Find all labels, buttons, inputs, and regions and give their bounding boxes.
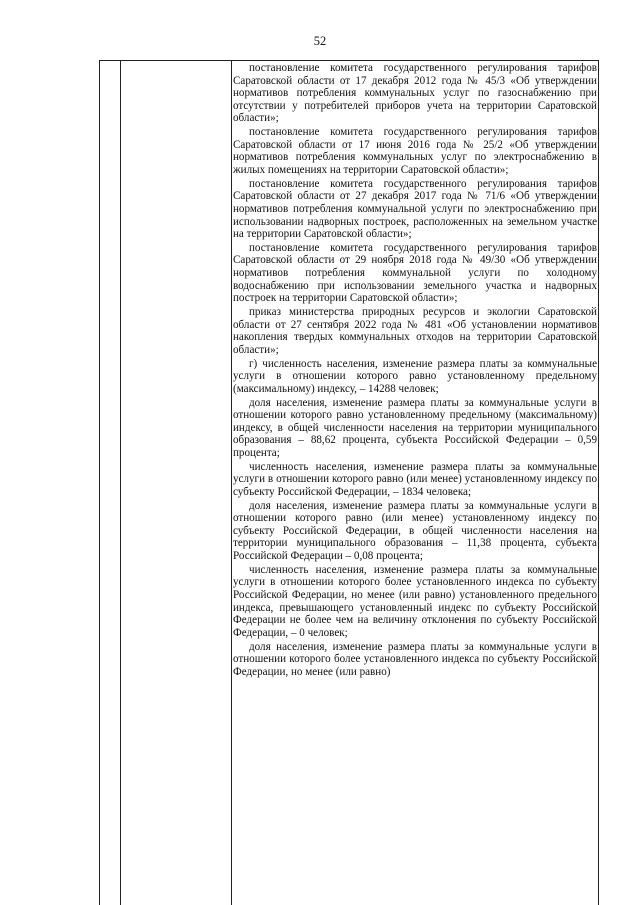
statistic-paragraph: численность населения, изменение размера платы за коммунальные услуги в отношении которого равно (или менее) установленному индексу по субъекту Российской Федерации, – 1834 человека; bbox=[233, 460, 597, 498]
page-number: 52 bbox=[313, 34, 327, 48]
statistic-paragraph: г) численность населения, изменение размера платы за коммунальные услуги в отношении которого равно установленному предельному (максимальному) индексу, – 14288 человек; bbox=[233, 357, 597, 395]
legal-act-paragraph: постановление комитета государственного регулирования тарифов Саратовской области от 27 декабря 2017 года № 71/6 «Об утверждении нормативов потребления коммунальной услуги по электроснабжению при использовании надворных построек, расположенных на земельном участке на территории Саратовской области»; bbox=[233, 177, 597, 241]
statistic-paragraph: доля населения, изменение размера платы за коммунальные услуги в отношении которого более установленного индекса по субъекту Российской Федерации, но менее (или равно) bbox=[233, 640, 597, 678]
table-right-border bbox=[598, 60, 599, 905]
table-column-divider bbox=[120, 60, 121, 905]
statistic-paragraph: доля населения, изменение размера платы за коммунальные услуги в отношении которого равно установленному предельному (максимальному) индексу, в общей численности населения на территории муниципального образования – 88,62 процента, субъекта Российской Федерации – 0,59 процента; bbox=[233, 396, 597, 459]
legal-act-paragraph: постановление комитета государственного регулирования тарифов Саратовской области от 29 ноября 2018 года № 49/30 «Об утверждении нормативов потребления коммунальной услуги по холодному водоснабжению при использовании земельного участка и надворных построек на территории Саратовской области»; bbox=[233, 241, 597, 305]
statistic-paragraph: доля населения, изменение размера платы за коммунальные услуги в отношении которого равно (или менее) установленному индексу по субъекту Российской Федерации, в общей численности населения на территории муниципального образования – 11,38 процента, субъекта Российской Федерации – 0,08 процента; bbox=[233, 499, 597, 563]
statistic-paragraph: численность населения, изменение размера платы за коммунальные услуги в отношении которого более установленного индекса по субъекту Российской Федерации, но менее (или равно) установленного предельного индекса, превышающего установленный индекс по субъекту Российской Федерации не более чем на величину отклонения по субъекту Российской Федерации, – 0 человек; bbox=[233, 563, 597, 639]
legal-act-paragraph: постановление комитета государственного регулирования тарифов Саратовской области от 17 декабря 2012 года № 45/3 «Об утверждении нормативов потребления коммунальных услуг по газоснабжению при отсутствии у потребителей приборов учета на территории Саратовской области»; bbox=[233, 62, 597, 125]
legal-act-paragraph: постановление комитета государственного регулирования тарифов Саратовской области от 17 июня 2016 года № 25/2 «Об утверждении нормативов потребления коммунальных услуг по электроснабжению в жилых помещениях на территории Саратовской области»; bbox=[233, 126, 597, 176]
table-text-cell bbox=[233, 62, 597, 678]
legal-act-paragraph: приказ министерства природных ресурсов и экологии Саратовской области от 27 сентября 2022 года № 481 «Об установлении нормативов накопления твердых коммунальных отходов на территории Саратовской области»; bbox=[233, 306, 597, 356]
table-column-divider bbox=[231, 60, 232, 905]
